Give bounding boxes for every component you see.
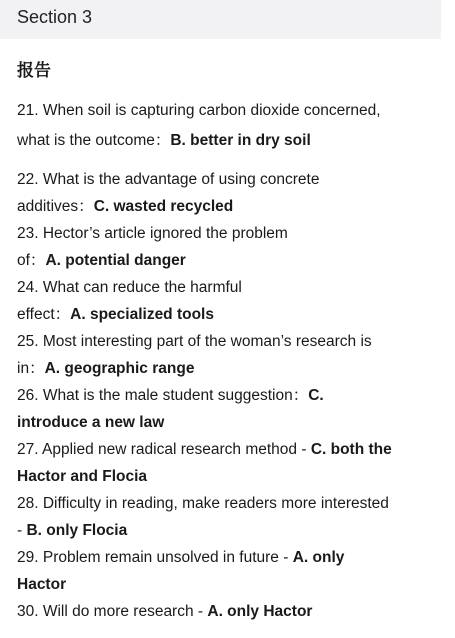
question-21-line-1 bbox=[17, 101, 381, 121]
answer-24: A. specialized tools bbox=[70, 306, 214, 323]
question-23-line-1 bbox=[17, 224, 288, 244]
question-25-line-2 bbox=[17, 359, 194, 379]
question-28-line-2 bbox=[17, 521, 127, 541]
question-26-line-1 bbox=[17, 386, 324, 406]
answer-29: A. only bbox=[292, 549, 345, 566]
question-27-line-1 bbox=[17, 440, 392, 460]
question-30-line-1 bbox=[17, 602, 312, 622]
question-28-text-cont: - bbox=[17, 522, 27, 539]
question-22-text: 22. What is the advantage of using concrete bbox=[17, 171, 320, 188]
section-title: Section 3 bbox=[17, 7, 93, 27]
question-28-text: 28. Difficulty in reading, make readers more interested bbox=[17, 495, 389, 512]
answer-30: A. only Hactor bbox=[207, 603, 313, 620]
question-28-line-1 bbox=[17, 494, 389, 514]
question-26-line-2 bbox=[17, 413, 164, 433]
question-23-text-cont: of： bbox=[17, 252, 46, 269]
question-30-text: 30. Will do more research - bbox=[17, 603, 208, 620]
answer-21: B. better in dry soil bbox=[170, 132, 311, 149]
report-heading: 报告 bbox=[17, 61, 51, 81]
question-24-text: 24. What can reduce the harmful bbox=[17, 279, 242, 296]
question-24-line-2 bbox=[17, 305, 214, 325]
question-25-text: 25. Most interesting part of the woman’s research is bbox=[17, 333, 372, 350]
section-header-bar bbox=[0, 0, 441, 39]
question-21-text-cont: what is the outcome： bbox=[17, 132, 171, 149]
question-22-line-2 bbox=[17, 197, 233, 217]
answer-23: A. potential danger bbox=[45, 252, 186, 269]
answer-27: C. both the bbox=[310, 441, 392, 458]
question-29-text: 29. Problem remain unsolved in future - bbox=[17, 549, 293, 566]
answer-26: C. bbox=[308, 387, 324, 404]
answer-26-cont: introduce a new law bbox=[17, 414, 165, 431]
question-23-text: 23. Hector’s article ignored the problem bbox=[17, 225, 288, 242]
question-21-text: 21. When soil is capturing carbon dioxide concerned, bbox=[17, 102, 381, 119]
answer-25: A. geographic range bbox=[44, 360, 195, 377]
answer-28: B. only Flocia bbox=[26, 522, 128, 539]
answer-29-cont: Hactor bbox=[17, 576, 67, 593]
question-22-text-cont: additives： bbox=[17, 198, 94, 215]
question-27-text: 27. Applied new radical research method - bbox=[17, 441, 311, 458]
question-24-text-cont: effect： bbox=[17, 306, 71, 323]
question-22-line-1 bbox=[17, 170, 319, 190]
question-27-line-2 bbox=[17, 467, 147, 487]
answer-22: C. wasted recycled bbox=[93, 198, 234, 215]
question-25-text-cont: in： bbox=[17, 360, 45, 377]
question-29-line-1 bbox=[17, 548, 344, 568]
question-24-line-1 bbox=[17, 278, 242, 298]
question-29-line-2 bbox=[17, 575, 66, 595]
question-25-line-1 bbox=[17, 332, 372, 352]
question-21-line-2 bbox=[17, 131, 311, 151]
answer-27-cont: Hactor and Flocia bbox=[17, 468, 148, 485]
question-23-line-2 bbox=[17, 251, 186, 271]
question-26-text: 26. What is the male student suggestion： bbox=[17, 387, 309, 404]
